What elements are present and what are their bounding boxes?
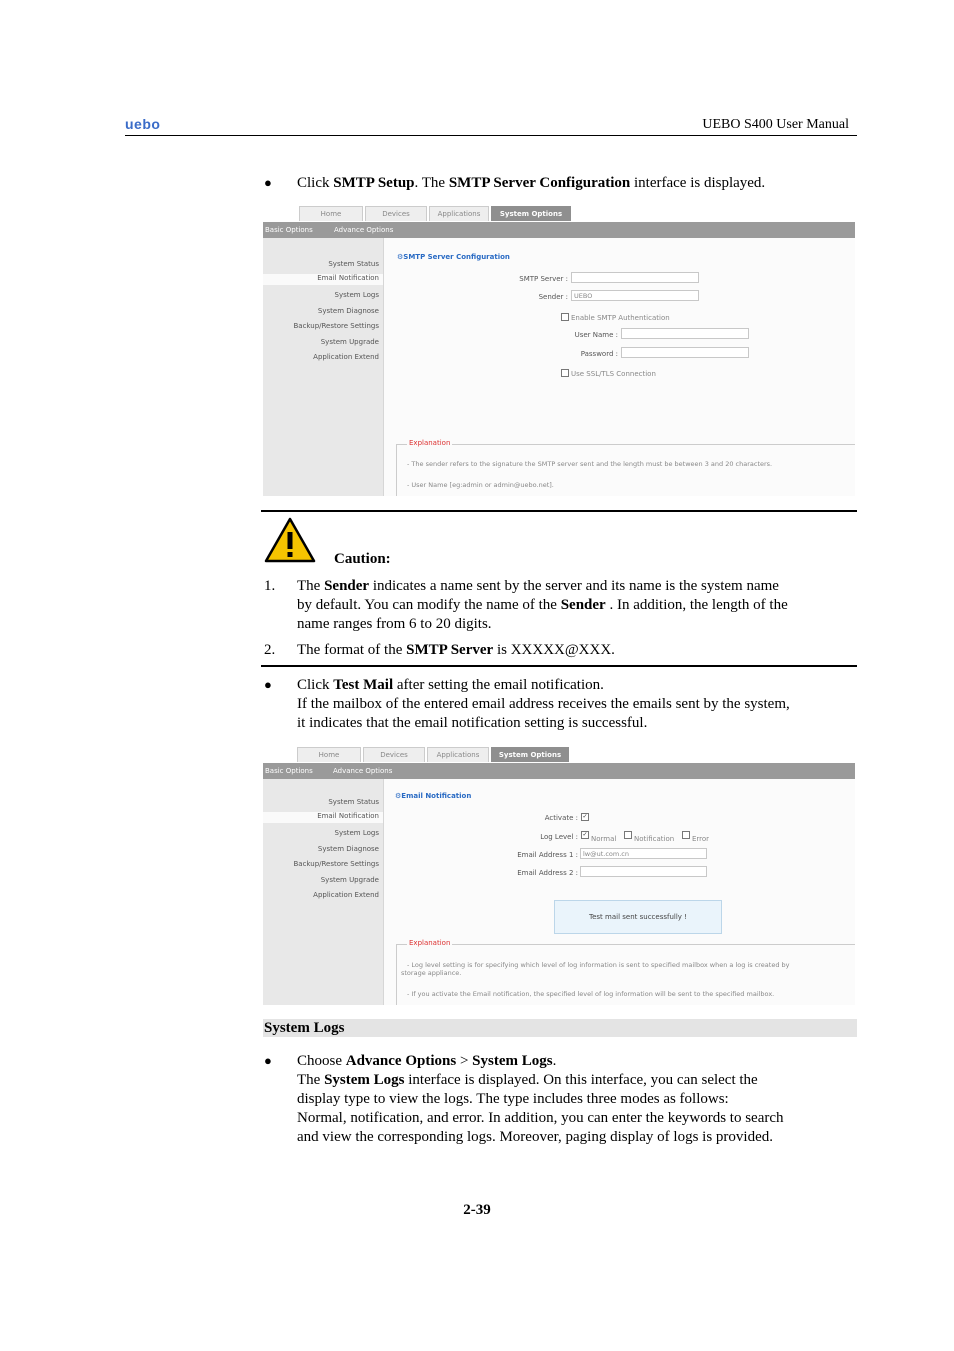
smtp-server-input[interactable] (571, 272, 699, 283)
caution-item-1 (297, 577, 857, 634)
text: interface is displayed. (630, 175, 766, 191)
explanation-line: - The sender refers to the signature the SMTP server sent and the length must be between 3 and 20 characters. (407, 460, 773, 468)
caution-item-2 (297, 641, 615, 660)
bold-term: Sender (324, 578, 370, 594)
text: . (552, 1053, 557, 1069)
step-system-logs (297, 1052, 857, 1147)
text: by default. You can modify the name of the (297, 597, 561, 613)
subnav-advance-options[interactable]: Advance Options (334, 226, 394, 234)
gear-icon: ⚙ (397, 253, 404, 261)
sub-navigation (263, 763, 855, 779)
password-label: Password : (580, 350, 618, 358)
caution-bottom-rule (261, 665, 857, 667)
bold-term: SMTP Server Configuration (448, 175, 631, 191)
text: after setting the email notification. (393, 677, 604, 693)
text: Click (297, 677, 334, 693)
email-address-1-input[interactable]: lw@ut.com.cn (580, 848, 707, 859)
sidebar-item-system-status[interactable]: System Status (328, 798, 379, 806)
section-heading (395, 792, 471, 800)
explanation-line: storage appliance. (401, 969, 462, 977)
section-heading (397, 253, 510, 261)
text-line (297, 596, 857, 615)
smtp-server-label: SMTP Server : (519, 275, 568, 283)
sidebar (263, 779, 384, 1005)
sidebar-item-email-notification[interactable]: Email Notification (263, 274, 383, 285)
sidebar-item-system-upgrade[interactable]: System Upgrade (320, 876, 379, 884)
bold-term: Sender (560, 597, 606, 613)
username-input[interactable] (621, 328, 749, 339)
text-line (297, 1052, 857, 1071)
password-input[interactable] (621, 347, 749, 358)
bullet-icon: ● (264, 677, 272, 692)
text: The (297, 578, 325, 594)
email-address-1-label: Email Address 1 : (517, 851, 578, 859)
sidebar-item-system-status[interactable]: System Status (328, 260, 379, 268)
sidebar (263, 238, 384, 496)
text-line (297, 1071, 857, 1090)
tab-home[interactable]: Home (297, 747, 361, 762)
explanation-line: - Log level setting is for specifying which level of log information is sent to specified mailbox when a log is created by (407, 961, 790, 969)
smtp-config-screenshot (263, 204, 855, 496)
gear-icon: ⚙ (395, 792, 402, 800)
text-line: If the mailbox of the entered email address receives the emails sent by the system, (297, 696, 790, 712)
text-line (297, 577, 857, 596)
sidebar-item-application-extend[interactable]: Application Extend (313, 353, 379, 361)
sidebar-item-system-logs[interactable]: System Logs (334, 829, 379, 837)
tab-devices[interactable]: Devices (365, 206, 427, 221)
sidebar-item-system-diagnose[interactable]: System Diagnose (317, 845, 379, 853)
normal-label: Normal (591, 835, 617, 843)
top-tabs (263, 745, 855, 764)
uebo-logo: uebo (125, 116, 161, 132)
step-smtp-setup (297, 174, 765, 193)
username-label: User Name : (574, 331, 618, 339)
section-heading-bar (263, 1019, 857, 1037)
tab-system-options[interactable]: System Options (491, 747, 569, 762)
sidebar-item-system-diagnose[interactable]: System Diagnose (317, 307, 379, 315)
explanation-line: - User Name [eg:admin or admin@uebo.net]. (407, 481, 554, 489)
bold-term: SMTP Setup (333, 175, 415, 191)
manual-title: UEBO S400 User Manual (702, 117, 849, 132)
ssl-label: Use SSL/TLS Connection (571, 370, 656, 378)
sender-label: Sender : (538, 293, 568, 301)
log-level-label: Log Level : (540, 833, 578, 841)
bullet-icon: ● (264, 175, 272, 190)
sidebar-item-backup-restore[interactable]: Backup/Restore Settings (293, 860, 379, 868)
top-tabs (263, 204, 855, 223)
text-line (297, 676, 857, 695)
bold-term: Test Mail (333, 677, 394, 693)
sidebar-item-email-notification[interactable]: Email Notification (263, 812, 383, 823)
success-message: Test mail sent successfully ! (554, 900, 722, 934)
error-checkbox[interactable] (682, 831, 690, 839)
explanation-box (396, 939, 855, 1005)
smtp-auth-checkbox[interactable] (561, 313, 569, 321)
error-label: Error (692, 835, 710, 843)
text: . The (414, 175, 449, 191)
tab-applications[interactable]: Applications (427, 747, 489, 762)
section-title: System Logs (264, 1020, 345, 1036)
text-line: name ranges from 6 to 20 digits. (297, 616, 492, 632)
bullet-icon: ● (264, 1053, 272, 1068)
header-rule (125, 135, 857, 136)
explanation-box (396, 439, 855, 496)
text: indicates a name sent by the server and its name is the system name (369, 578, 779, 594)
activate-label: Activate : (544, 814, 578, 822)
normal-checkbox[interactable]: ✓ (582, 831, 588, 838)
tab-home[interactable]: Home (299, 206, 363, 221)
heading-text: SMTP Server Configuration (403, 253, 510, 261)
sidebar-item-backup-restore[interactable]: Backup/Restore Settings (293, 322, 379, 330)
caution-top-rule (261, 510, 857, 512)
text: The (297, 1072, 325, 1088)
caution-title: Caution: (334, 551, 391, 567)
text-line: it indicates that the email notification setting is successful. (297, 715, 648, 731)
text: > (456, 1053, 473, 1069)
bold-term: SMTP Server (406, 642, 494, 658)
notification-checkbox[interactable] (624, 831, 632, 839)
ssl-checkbox[interactable] (561, 369, 569, 377)
main-panel (384, 238, 855, 496)
notification-label: Notification (634, 835, 675, 843)
sidebar-item-application-extend[interactable]: Application Extend (313, 891, 379, 899)
text: interface is displayed. On this interface, you can select the (404, 1072, 758, 1088)
sender-input[interactable]: UEBO (571, 290, 699, 301)
text-line: Normal, notification, and error. In addition, you can enter the keywords to search (297, 1110, 784, 1126)
subnav-basic-options[interactable]: Basic Options (265, 767, 313, 775)
text-line: display type to view the logs. The type includes three modes as follows: (297, 1091, 729, 1107)
email-address-2-label: Email Address 2 : (517, 869, 578, 877)
explanation-title: Explanation (409, 439, 451, 447)
explanation-title: Explanation (409, 939, 451, 947)
list-number: 1. (264, 578, 276, 594)
bold-term: Advance Options (345, 1053, 457, 1069)
main-panel (384, 779, 855, 1005)
heading-text: Email Notification (401, 792, 472, 800)
email-address-2-input[interactable] (580, 866, 707, 877)
sidebar-item-system-upgrade[interactable]: System Upgrade (320, 338, 379, 346)
warning-icon (264, 517, 316, 563)
list-number: 2. (264, 642, 276, 658)
activate-checkbox[interactable]: ✓ (582, 813, 588, 820)
email-notification-screenshot (263, 745, 855, 1005)
bold-term: System Logs (472, 1053, 553, 1069)
text-line: and view the corresponding logs. Moreover, paging display of logs is provided. (297, 1129, 773, 1145)
text: Click (297, 175, 334, 191)
page-number: 2-39 (463, 1202, 491, 1218)
text: The format of the (297, 642, 407, 658)
tab-applications[interactable]: Applications (429, 206, 489, 221)
tab-system-options[interactable]: System Options (491, 206, 571, 221)
explanation-line: - If you activate the Email notification, the specified level of log information will be sent to the specified mailbox. (407, 990, 775, 998)
bold-term: System Logs (324, 1072, 405, 1088)
step-test-mail (297, 676, 857, 733)
text: is XXXXX@XXX. (493, 642, 615, 658)
subnav-advance-options[interactable]: Advance Options (333, 767, 393, 775)
tab-devices[interactable]: Devices (363, 747, 425, 762)
text: Choose (297, 1053, 346, 1069)
subnav-basic-options[interactable]: Basic Options (265, 226, 313, 234)
sub-navigation (263, 222, 855, 238)
text: . In addition, the length of the (605, 597, 788, 613)
smtp-auth-label: Enable SMTP Authentication (571, 314, 670, 322)
sidebar-item-system-logs[interactable]: System Logs (334, 291, 379, 299)
